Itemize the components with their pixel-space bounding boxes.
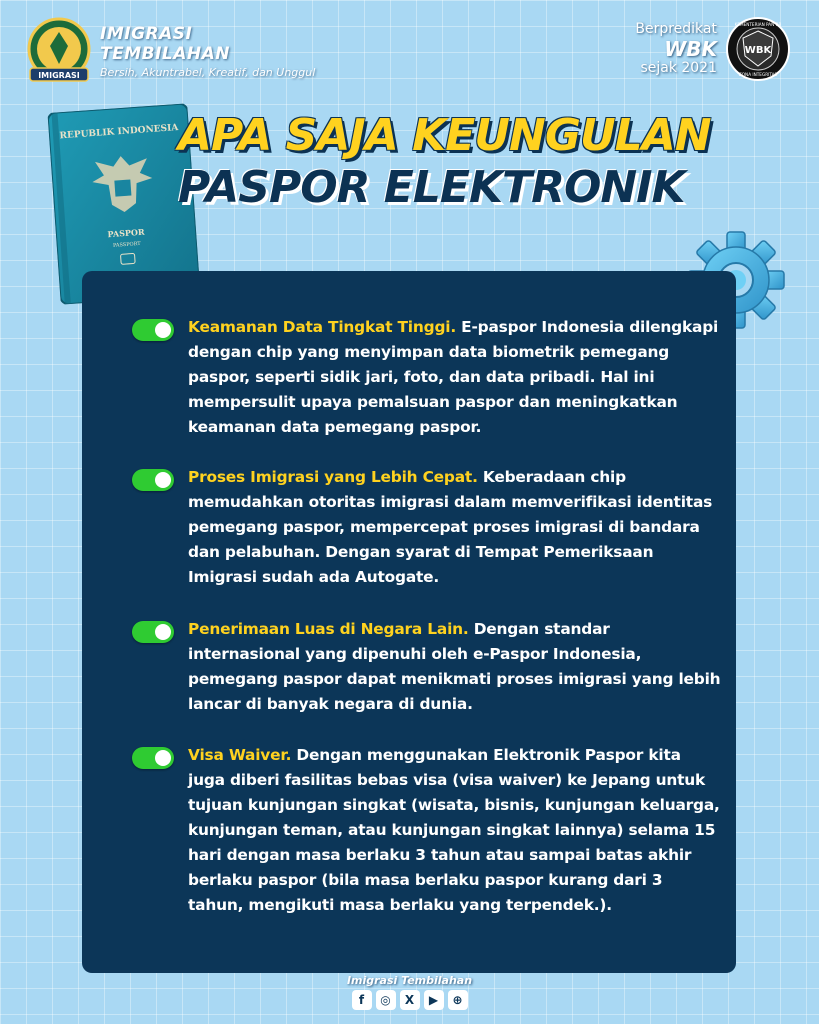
badge-bottom-text: ZONA INTEGRITAS bbox=[738, 72, 778, 77]
benefit-body: Dengan menggunakan Elektronik Paspor kita juga diberi fasilitas bebas visa (visa waiver) ke Jepang untuk tujuan kunjungan singkat (wisata, bisnis, kunjungan keluarga, kunjungan teman, atau kunjungan singkat lainnya) selama 15 hari dengan masa berlaku 3 tahun atau sampai batas akhir berlaku paspor (bila masa berlaku paspor kurang dari 3 tahun, mengikuti masa berlaku yang terpendek.). bbox=[188, 746, 720, 914]
youtube-icon[interactable]: ▶ bbox=[424, 990, 444, 1010]
benefit-title: Proses Imigrasi yang Lebih Cepat. bbox=[188, 468, 478, 486]
benefit-text bbox=[188, 743, 722, 918]
org-header bbox=[24, 16, 315, 86]
benefit-body: E-paspor Indonesia dilengkapi dengan chip yang menyimpan data biometrik pemegang paspor, seperti sidik jari, foto, dan data pribadi. Hal ini mempersulit upaya pemalsuan paspor dan meningkatkan keamanan data pemegang paspor. bbox=[188, 318, 719, 436]
footer bbox=[0, 974, 819, 1010]
wbk-since: sejak 2021 bbox=[640, 60, 717, 76]
badge-center-text: WBK bbox=[744, 45, 772, 56]
benefit-item bbox=[132, 465, 722, 590]
passport-sublabel: PASSPORT bbox=[112, 240, 141, 249]
wbk-header bbox=[635, 16, 791, 82]
web-icon[interactable]: ⊕ bbox=[448, 990, 468, 1010]
benefit-item bbox=[132, 315, 722, 440]
toggle-on-icon bbox=[132, 469, 174, 491]
passport-label: PASPOR bbox=[107, 226, 145, 240]
benefit-text bbox=[188, 465, 722, 590]
benefit-body: Keberadaan chip memudahkan otoritas imigrasi dalam memverifikasi identitas pemegang paspor, mempercepat proses imigrasi di bandara dan pelabuhan. Dengan syarat di Tempat Pemeriksaan Imigrasi sudah ada Autogate. bbox=[188, 468, 713, 586]
footer-name: Imigrasi Tembilahan bbox=[346, 974, 473, 987]
benefit-item bbox=[132, 617, 722, 717]
benefit-title: Keamanan Data Tingkat Tinggi. bbox=[188, 318, 456, 336]
toggle-on-icon bbox=[132, 747, 174, 769]
toggle-on-icon bbox=[132, 621, 174, 643]
logo-text: IMIGRASI bbox=[38, 71, 80, 80]
instagram-icon[interactable]: ◎ bbox=[376, 990, 396, 1010]
benefit-title: Visa Waiver. bbox=[188, 746, 292, 764]
wbk-label: Berpredikat bbox=[635, 21, 717, 37]
org-tagline: Bersih, Akuntrabel, Kreatif, dan Unggul bbox=[100, 65, 316, 79]
org-name-line2: TEMBILAHAN bbox=[100, 43, 231, 64]
benefit-body: Dengan standar internasional yang dipenuhi oleh e-Paspor Indonesia, pemegang paspor dapat menikmati proses imigrasi yang lebih lancar di banyak negara di dunia. bbox=[188, 620, 721, 713]
benefit-item bbox=[132, 743, 722, 918]
benefit-title: Penerimaan Luas di Negara Lain. bbox=[188, 620, 469, 638]
badge-top-text: KEMENTERIAN PAN RB bbox=[734, 22, 782, 27]
benefit-text bbox=[188, 315, 722, 440]
zona-integritas-badge-icon bbox=[725, 16, 791, 82]
benefit-text bbox=[188, 617, 722, 717]
title-line1: APA SAJA KEUNGULAN bbox=[178, 110, 711, 161]
benefits-panel bbox=[82, 271, 736, 973]
org-name-line1: IMIGRASI bbox=[100, 23, 193, 44]
passport-country: REPUBLIK INDONESIA bbox=[59, 123, 179, 142]
imigrasi-logo-icon bbox=[24, 16, 94, 86]
x-icon[interactable]: X bbox=[400, 990, 420, 1010]
page-title bbox=[178, 110, 798, 214]
title-line2: PASPOR ELEKTRONIK bbox=[178, 162, 685, 213]
wbk-main: WBK bbox=[664, 37, 717, 61]
toggle-on-icon bbox=[132, 319, 174, 341]
facebook-icon[interactable]: f bbox=[352, 990, 372, 1010]
social-links bbox=[0, 990, 819, 1010]
